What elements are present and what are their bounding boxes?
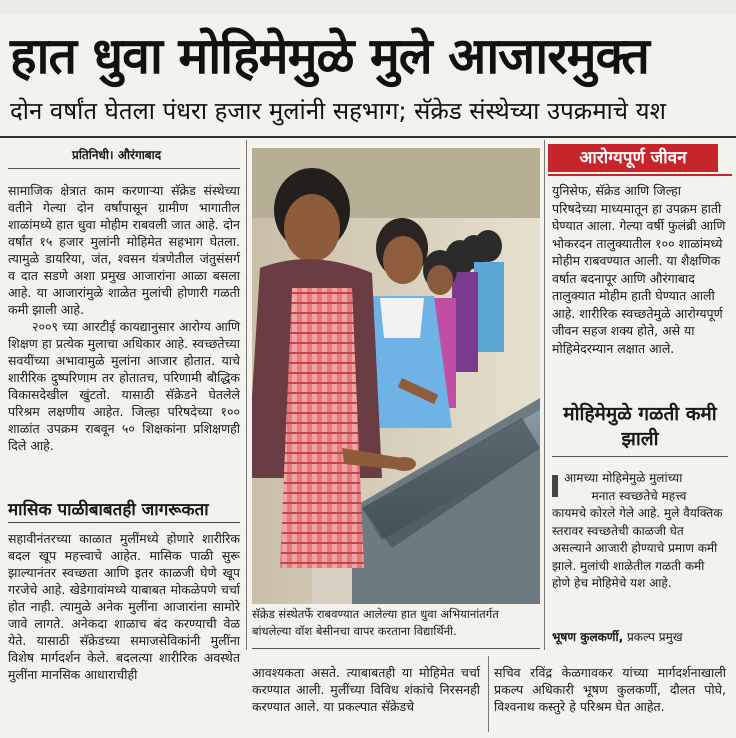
byline: प्रतिनिधी। औरंगाबाद: [72, 148, 162, 162]
right-column-continued: [494, 664, 726, 715]
quote-line: आमच्या मोहिमेमुळे मुलांच्या: [564, 471, 683, 485]
headline: हात धुवा मोहिमेमुळे मुले आजारमुक्त: [10, 27, 649, 85]
left-column: [8, 182, 240, 454]
paragraph: सामाजिक क्षेत्रात काम करणाऱ्या सॅक्रेड संस्थेच्या वतीने गेल्या दोन वर्षांपासून ग्रामीण भागातील शाळांमध्ये हात धुवा मोहीम राबवली जात आहे. दोन वर्षांत १५ हजार मुलांनी मोहिमेत सहभाग घेतला. त्यामुळे डायरिया, जंत, श्वसन यंत्रणेतील जंतुसंसर्ग व दात सडणे अशा प्रमुख आजारांना आळा बसला आहे. या आजारांमुळे शाळेत मुलांची होणारी गळती कमी झाली आहे.: [8, 183, 240, 317]
paragraph: सचिव रविंद्र केळगावकर यांच्या मार्गदर्शनाखाली प्रकल्प अधिकारी भूषण कुलकर्णी, दौलत पोघे, विश्वनाथ कस्तुरे हे परिश्रम घेत आहेत.: [494, 665, 726, 714]
quote-text: कायमचे कोरले गेले आहे. मुले वैयक्तिक स्तरावर स्वच्छतेची काळजी घेत असल्याने आजारी होण्याचे प्रमाण कमी झाले. मुलांची शाळेतील गळती कमी होणे हेच मोहिमेचे यश आहे.: [552, 506, 723, 590]
paragraph: सहावीनंतरच्या काळात मुलींमध्ये होणारे शारीरिक बदल खूप महत्त्वाचे आहेत. मासिक पाळी सुरू झाल्यानंतर स्वच्छता आणि इतर काळजी घेणे खूप गरजेचे आहे. खेडेगावांमध्ये याबाबत मोकळेपणे चर्चा होत नाही. त्यामुळे अनेक मुलींना आजारांना सामोरे जावे लागते. अनेकदा शाळाच बंद करण्याची वेळ येते. यासाठी सॅक्रेडच्या समाजसेविकांनी मुलींना विशेष मार्गदर्शन केले. बदलत्या शारीरिक अवस्थेत मुलींना मानसिक आधाराचीही: [8, 531, 240, 682]
column-divider: [544, 140, 545, 650]
subheadline: दोन वर्षांत घेतला पंधरा हजार मुलांनी सहभाग; सॅक्रेड संस्थेच्या उपक्रमाचे यश: [10, 97, 666, 125]
paragraph: आवश्यकता असते. त्याबाबतही या मोहिमेत चर्चा करण्यात आली. मुलींच्या विविध शंकांचे निरसनही करण्यात आले. या प्रकल्पात सॅक्रेडचे: [252, 665, 480, 714]
quote-line: मनात स्वच्छतेचे महत्त्व: [591, 488, 687, 503]
schoolgirls-washing-hands-image: [252, 148, 540, 604]
section-heading: मोहिमेमुळे गळती कमी झाली: [563, 403, 717, 450]
section-tag-underline: [548, 174, 732, 176]
byline-divider: [8, 168, 240, 169]
attribution-name: भूषण कुलकर्णी,: [552, 630, 624, 644]
headline-rule: [0, 136, 736, 138]
top-strip: [0, 0, 736, 14]
right-column: [552, 182, 726, 357]
section-heading: मासिक पाळीबाबतही जागरूकता: [8, 498, 240, 523]
paragraph: २००९ च्या आरटीई कायद्यानुसार आरोग्य आणि शिक्षण हा प्रत्येक मुलाचा अधिकार आहे. स्वच्छतेच्या सवयींच्या अभावामुळे मुलांना आजार होतात. याचे शारीरिक दुष्परिणाम तर होतातच, परिणामी बौद्धिक विकासदेखील खुंटतो. यासाठी सॅक्रेडने घेतलेले परिश्रम लक्षणीय आहेत. जिल्हा परिषदेच्या १०० शाळांत उपक्रम राबवून ५० शिक्षकांना प्रशिक्षणही दिले आहे.: [8, 319, 240, 453]
left-column-continued: [8, 530, 240, 683]
quote-attribution: [552, 628, 683, 645]
column-divider: [488, 656, 489, 732]
news-photo: [252, 148, 540, 604]
caption-divider: [252, 648, 540, 649]
heading-divider: [552, 456, 728, 457]
attribution-title: प्रकल्प प्रमुख: [626, 630, 683, 644]
column-divider: [246, 140, 247, 650]
photo-caption: सॅक्रेड संस्थेतर्फे राबवण्यात आलेल्या हात धुवा अभियानांतर्गत बांधलेल्या वॉश बेसीनचा वापर करताना विद्यार्थिनी.: [252, 607, 499, 638]
section-tag: आरोग्यपूर्ण जीवन: [548, 144, 718, 172]
paragraph: युनिसेफ, सॅक्रेड आणि जिल्हा परिषदेच्या माध्यमातून हा उपक्रम हाती घेण्यात आला. गेल्या वर्षी फुलंब्री आणि भोकरदन तालुक्यातील १०० शाळांमध्ये मोहीम राबवण्यात आली. या शैक्षणिक वर्षात बदनापूर आणि औरंगाबाद तालुक्यात मोहीम हाती घेण्यात आली आहे. शारीरिक स्वच्छतेमुळे आरोग्यपूर्ण जीवन सहज शक्य होते, असे या मोहिमेदरम्यान लक्षात आले.: [552, 183, 726, 356]
middle-column-continued: [252, 664, 480, 715]
pull-quote: [552, 470, 726, 593]
